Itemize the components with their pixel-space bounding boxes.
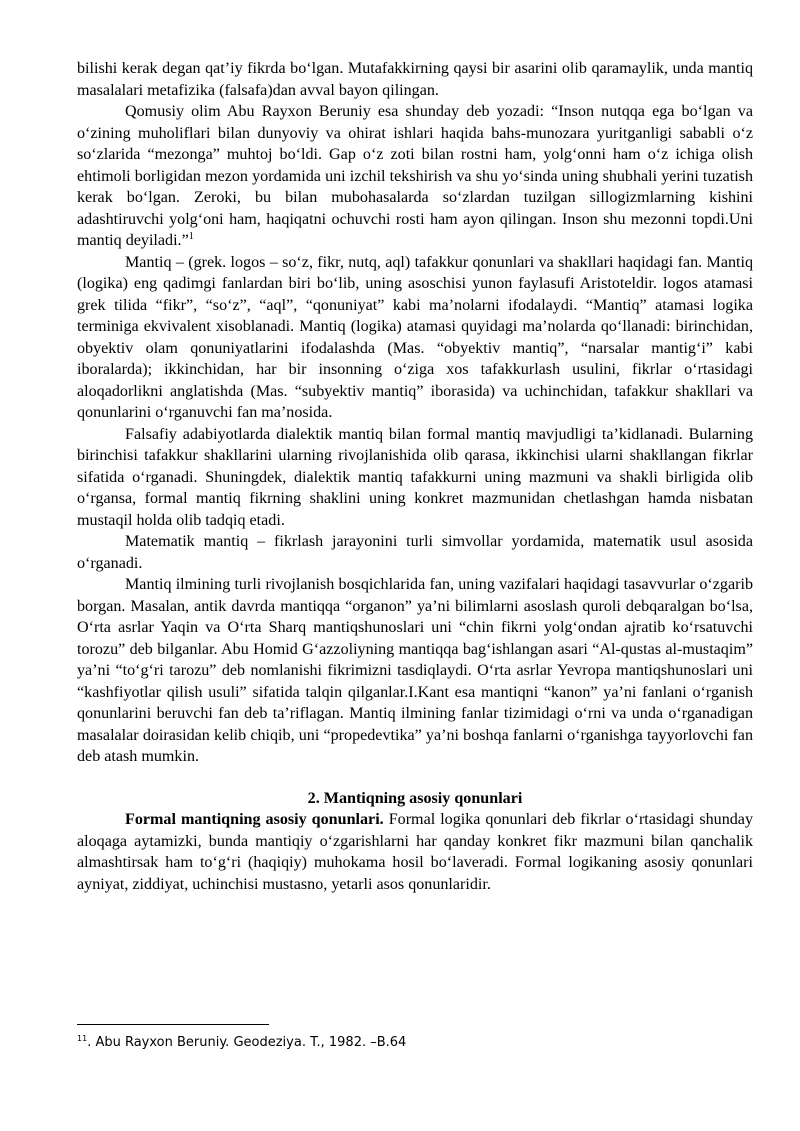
section-heading: 2. Mantiqning asosiy qonunlari — [307, 789, 523, 807]
footnote-separator — [77, 1024, 269, 1025]
paragraph-text: Qomusiy olim Abu Rayxon Beruniy esa shunday deb yozadi: “Inson nutqqa ega bo‘lgan va o‘zining muholiflari bilan dunyoviy va ohirat ishlari haqida bahs-munozara yuritganligi sababli o‘z so‘zlarida “mezonga” muhtoj bo‘ldi. Gap o‘z zoti bilan rostni ham, yolg‘onni ham o‘z ichiga olish ehtimoli borligidan mezon yordamida uni izchil tekshirish va shu yo‘sinda uning shubhali yerini tuzatish kerak bo‘lgan. Zeroki, bu bilan mubohasalarda so‘zlardan tuzilgan sillogizmlarning kishini adashtiruvchi yolg‘oni ham, haqiqatni ochuvchi rosti ham ayon qilingan. Inson shu mezonni topdi.Uni mantiq deyiladi.” — [77, 103, 753, 249]
footnote-reference[interactable]: 1 — [188, 231, 194, 242]
paragraph-beruniy-quote — [77, 101, 753, 252]
paragraph-continuation: bilishi kerak degan qat’iy fikrda bo‘lgan. Mutafakkirning qaysi bir asarini olib qaramaylik, unda mantiq masalalari metafizika (falsafa)dan avval bayon qilingan. — [77, 60, 753, 99]
paragraph-history: Mantiq ilmining turli rivojlanish bosqichlarida fan, uning vazifalari haqidagi tasavvurlar o‘zgarib borgan. Masalan, antik davrda mantiqqa “organon” ya’ni bilimlarni asoslash quroli debqaralgan bo‘lsa, O‘rta asrlar Yaqin va O‘rta Sharq mantiqshunoslari uni “chin fikrni yolg‘ondan ajratib ko‘rsatuvchi torozu” deb bilganlar. Abu Homid G‘azzoliyning mantiqqa bag‘ishlangan asari “Al-qustas al-mustaqim” ya’ni “to‘g‘ri tarozu” deb nomlanishi fikrimizni tasdiqlaydi. O‘rta asrlar Yevropa mantiqshunoslari uni “kashfiyotlar qilish usuli” sifatida talqin qilganlar.I.Kant esa mantiqni “kanon” ya’ni fanlani o‘rganish qonunlarini beruvchi fan deb ta’riflagan. Mantiq ilmining fanlar tizimidagi o‘rni va unda o‘rganadigan masalalar doirasidan kelib chiqib, uni “propedevtika” ya’ni boshqa fanlarni o‘rganishga tayyorlovchi fan deb atash mumkin. — [77, 576, 753, 765]
paragraph-dialectic-formal: Falsafiy adabiyotlarda dialektik mantiq bilan formal mantiq mavjudligi ta’kidlanadi. Bularning birinchisi tafakkur shakllarini ularning rivojlanishida olib qarasa, ikkinchisi ularni shakllangan fikrlar sifatida o‘rganadi. Shuningdek, dialektik mantiq tafakkurni uning mazmuni va shakli birligida olib o‘rgansa, formal mantiq fikrning shaklini uning konkret mazmunidan chetlashgan hamda nisbatan mustaqil holda olib tadqiq etadi. — [77, 425, 753, 529]
paragraph-mantiq-definition: Mantiq – (grek. logos – so‘z, fikr, nutq, aql) tafakkur qonunlari va shakllari haqidagi fan. Mantiq (logika) eng qadimgi fanlardan biri bo‘lib, uning asoschisi yunon faylasufi Aristoteldir. logos atamasi grek tilida “fikr”, “so‘z”, “aql”, “qonuniyat” kabi ma’nolarni ifodalaydi. “Mantiq” atamasi logika terminiga ekvivalent xisoblanadi. Mantiq (logika) atamasi quyidagi ma’nolarda qo‘llanadi: birinchidan, obyektiv olam qonuniyatlarini ifodalashda (Mas. “obyektiv mantiq”, “narsalar mantig‘i” kabi iboralarda); ikkinchidan, har bir insonning o‘ziga xos tafakkurlash usulini, fikrlar o‘rtasidagi aloqadorlikni anglatishda (Mas. “subyektiv mantiq” iborasida) va uchinchidan, tafakkur shakllari va qonunlarini o‘rganuvchi fan ma’nosida. — [77, 253, 753, 421]
body-text — [77, 58, 753, 895]
paragraph-text: Formal logika qonunlari deb fikrlar o‘rtasidagi shunday aloqaga aytamizki, bunda mantiqiy o‘zgarishlarni har qanday konkret fikr mazmuni bilan qanchalik almashtirsak ham to‘g‘ri (haqiqiy) muhokama hosil bo‘laveradi. Formal logikaning asosiy qonunlari ayniyat, ziddiyat, uchinchisi mustasno, yetarli asos qonunlaridir. — [77, 811, 753, 893]
paragraph-mathematical-logic: Matematik mantiq – fikrlash jarayonini turli simvollar yordamida, matematik usul asosida o‘rganadi. — [77, 533, 753, 572]
footnote-text: . Abu Rayxon Beruniy. Geodeziya. T., 1982. –B.64 — [87, 1035, 407, 1050]
footnote-mark: 11 — [77, 1034, 88, 1043]
bold-lead-in: Formal mantiqning asosiy qonunlari. — [125, 811, 384, 828]
footnote — [77, 1034, 753, 1052]
paragraph-formal-laws — [77, 809, 753, 895]
